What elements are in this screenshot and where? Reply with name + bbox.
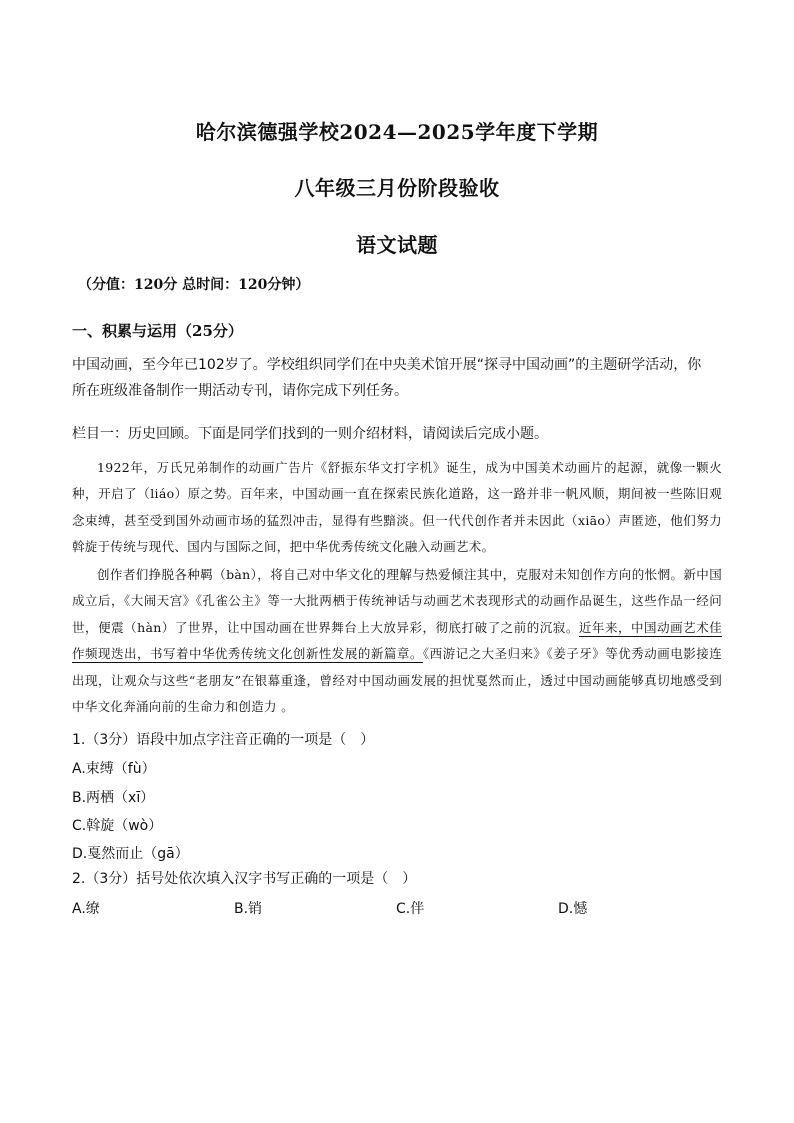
passage-p2-text-a: 创作者们挣脱各种羁（bàn），将自己对中华文化的理解与热爱倾注其中，克服对未知创作方向的怅惘。新中国成立后，《大闹天宫》《孔雀公主》等一大批两栖于传统神话与动画艺术表现形式的动画作品诞生，这些作品一经问世，便震（hàn）了世界，让中国动画在世界舞台上大放异彩，彻底打破了之前的沉寂。	[72, 567, 722, 635]
q1-option-a: A.束缚（fù）	[72, 761, 156, 777]
q2-option-a: A.缭	[72, 901, 100, 917]
score-info: （分值：120分 总时间：120分钟）	[78, 277, 310, 293]
q2-option-c: C.伴	[396, 901, 425, 917]
section-heading: 一、积累与运用（25分）	[72, 322, 243, 340]
q1-option-d: D.戛然而止（gā）	[72, 846, 189, 862]
passage-paragraph-2	[72, 562, 722, 720]
underlined-sentence: 近年来，中国动画艺术佳作频现迭出，书写着中华优秀传统文化创新性发展的新篇章。	[72, 619, 722, 662]
q1-option-c: C.斡旋（wò）	[72, 818, 163, 834]
q1-option-b: B.两栖（xī）	[72, 790, 155, 806]
question-2-stem: 2.（3分）括号处依次填入汉字书写正确的一项是（ ）	[72, 871, 417, 887]
grade-title: 八年级三月份阶段验收	[294, 176, 500, 200]
passage-p2-text-b: 《西游记之大圣归来》《姜子牙》等优秀动画电影接连出现，让观众与这些“老朋友”在银幕重逢，曾经对中国动画发展的担忧戛然而止，透过中国动画能够真切地感受到中华文化奔涌向前的生命力和创造力 。	[72, 646, 723, 715]
column-one-label: 栏目一：历史回顾。下面是同学们找到的一则介绍材料，请阅读后完成小题。	[72, 426, 548, 442]
intro-line-1: 中国动画，至今年已102岁了。学校组织同学们在中央美术馆开展“探寻中国动画”的主题研学活动，你	[72, 357, 702, 373]
q2-option-d: D.憾	[558, 901, 588, 917]
passage-paragraph-1: 1922年，万氏兄弟制作的动画广告片《舒振东华文打字机》诞生，成为中国美术动画片的起源，就像一颗火种，开启了（liáo）原之势。百年来，中国动画一直在探索民族化道路，这一路并非一帆风顺，期间被一些陈旧观念束缚，甚至受到国外动画市场的猛烈冲击，显得有些黯淡。但一代代创作者并未因此（xiāo）声匿迹，他们努力斡旋于传统与现代、国内与国际之间，把中华优秀传统文化融入动画艺术。	[72, 460, 722, 555]
school-title: 哈尔滨德强学校2024—2025学年度下学期	[195, 120, 599, 144]
subject-title: 语文试题	[356, 233, 438, 257]
intro-line-2: 所在班级准备制作一期活动专刊，请你完成下列任务。	[72, 383, 408, 399]
question-1-stem: 1.（3分）语段中加点字注音正确的一项是（ ）	[72, 732, 375, 748]
q2-option-b: B.销	[234, 901, 263, 917]
